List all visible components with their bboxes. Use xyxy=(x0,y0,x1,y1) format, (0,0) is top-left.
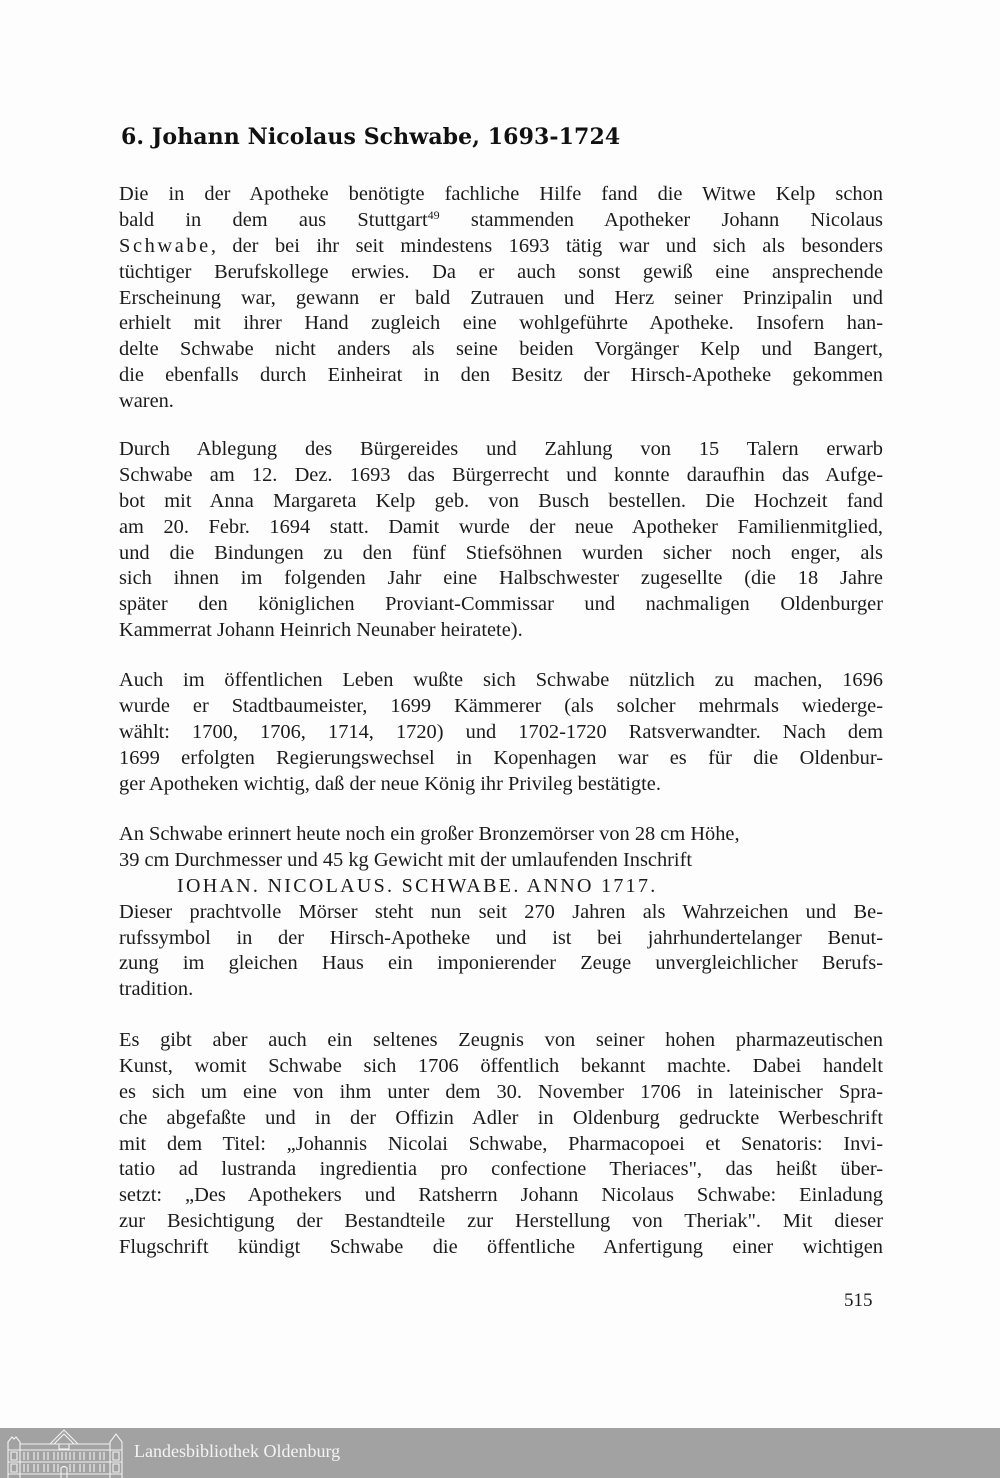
footnote-reference[interactable]: 49 xyxy=(427,207,440,222)
section-heading: 6. Johann Nicolaus Schwabe, 1693-1724 xyxy=(121,124,621,150)
paragraph-5 xyxy=(119,1028,883,1261)
text-line: tüchtiger Berufskollege erwies. Da er auch sonst gewiß eine ansprechende xyxy=(119,260,883,283)
text-line: che abgefaßte und in der Offizin Adler in Oldenburg gedruckte Werbeschrift xyxy=(119,1106,883,1129)
inscription-text: IOHAN. NICOLAUS. SCHWABE. ANNO 1717. xyxy=(177,874,658,897)
text-line: waren. xyxy=(119,390,174,413)
text-line: Flugschrift kündigt Schwabe die öffentliche Anfertigung einer wichtigen xyxy=(119,1236,883,1259)
text-line: bot mit Anna Margareta Kelp geb. von Busch bestellen. Die Hochzeit fand xyxy=(119,489,883,512)
paragraph-4 xyxy=(119,822,883,1003)
emphasized-name: Schwabe xyxy=(119,234,211,257)
text-line: Kammerrat Johann Heinrich Neunaber heiratete). xyxy=(119,619,523,642)
text-line: sich ihnen im folgenden Jahr eine Halbschwester zugesellte (die 18 Jahre xyxy=(119,567,883,590)
text-line xyxy=(119,234,883,260)
text-span: , der bei ihr seit mindestens 1693 tätig war und sich als besonders xyxy=(210,234,883,257)
text-line: 39 cm Durchmesser und 45 kg Gewicht mit der umlaufenden Inschrift xyxy=(119,848,693,871)
text-line: wurde er Stadtbaumeister, 1699 Kämmerer (als solcher mehrmals wiederge- xyxy=(119,694,883,717)
text-line: zung im gleichen Haus ein imponierender Zeuge unvergleichlicher Berufs- xyxy=(119,952,883,975)
text-line: delte Schwabe nicht anders als seine beiden Vorgänger Kelp und Bangert, xyxy=(119,338,883,361)
text-line: ger Apotheken wichtig, daß der neue König ihr Privileg bestätigte. xyxy=(119,772,661,795)
text-line: Kunst, womit Schwabe sich 1706 öffentlich bekannt machte. Dabei handelt xyxy=(119,1054,883,1077)
library-building-icon xyxy=(6,1428,124,1478)
paragraph-1 xyxy=(119,182,883,415)
text-line: später den königlichen Proviant-Commissar und nachmaligen Oldenburger xyxy=(119,593,883,616)
text-span: stammenden Apotheker Johann Nicolaus xyxy=(439,208,883,231)
text-line: Es gibt aber auch ein seltenes Zeugnis von seiner hohen pharmazeutischen xyxy=(119,1029,883,1051)
text-line: und die Bindungen zu den fünf Stiefsöhnen wurden sicher noch enger, als xyxy=(119,541,883,564)
text-line: 1699 erfolgten Regierungswechsel in Kopenhagen war es für die Oldenbur- xyxy=(119,746,883,769)
text-span: bald in dem aus Stuttgart xyxy=(119,208,428,231)
library-name: Landesbibliothek Oldenburg xyxy=(134,1441,341,1461)
text-line: Dieser prachtvolle Mörser steht nun seit 270 Jahren als Wahrzeichen und Be- xyxy=(119,900,883,923)
text-line: wählt: 1700, 1706, 1714, 1720) und 1702-1720 Ratsverwandter. Nach dem xyxy=(119,720,883,743)
text-line: Schwabe am 12. Dez. 1693 das Bürgerrecht und konnte daraufhin das Aufge- xyxy=(119,463,883,486)
text-line: es sich um eine von ihm unter dem 30. November 1706 in lateinischer Spra- xyxy=(119,1080,883,1103)
text-line xyxy=(119,208,883,234)
text-line: tradition. xyxy=(119,978,194,1001)
text-line: Erscheinung war, gewann er bald Zutrauen und Herz seiner Prinzipalin und xyxy=(119,286,883,309)
page-number: 515 xyxy=(844,1290,873,1311)
text-line: zur Besichtigung der Bestandteile zur Herstellung von Theriak". Mit dieser xyxy=(119,1210,883,1233)
text-line: die ebenfalls durch Einheirat in den Besitz der Hirsch-Apotheke gekommen xyxy=(119,364,883,387)
text-line: An Schwabe erinnert heute noch ein großer Bronzemörser von 28 cm Höhe, xyxy=(119,823,740,845)
text-line: rufssymbol in der Hirsch-Apotheke und ist bei jahrhundertelanger Benut- xyxy=(119,926,883,949)
text-line: setzt: „Des Apothekers und Ratsherrn Johann Nicolaus Schwabe: Einladung xyxy=(119,1184,883,1207)
text-line: am 20. Febr. 1694 statt. Damit wurde der neue Apotheker Familienmitglied, xyxy=(119,515,883,538)
text-line: tatio ad lustranda ingredientia pro confectione Theriaces", das heißt über- xyxy=(119,1158,883,1181)
text-line: erhielt mit ihrer Hand zugleich eine wohlgeführte Apotheke. Insofern han- xyxy=(119,312,883,335)
text-line: Durch Ablegung des Bürgereides und Zahlung von 15 Talern erwarb xyxy=(119,438,883,460)
text-line: Auch im öffentlichen Leben wußte sich Schwabe nützlich zu machen, 1696 xyxy=(119,669,883,691)
text-line: Die in der Apotheke benötigte fachliche Hilfe fand die Witwe Kelp schon xyxy=(119,183,883,205)
paragraph-3 xyxy=(119,668,883,797)
library-footer-banner xyxy=(0,1428,1000,1478)
paragraph-2 xyxy=(119,437,883,644)
text-line: mit dem Titel: „Johannis Nicolai Schwabe, Pharmacopoei et Senatoris: Invi- xyxy=(119,1132,883,1155)
